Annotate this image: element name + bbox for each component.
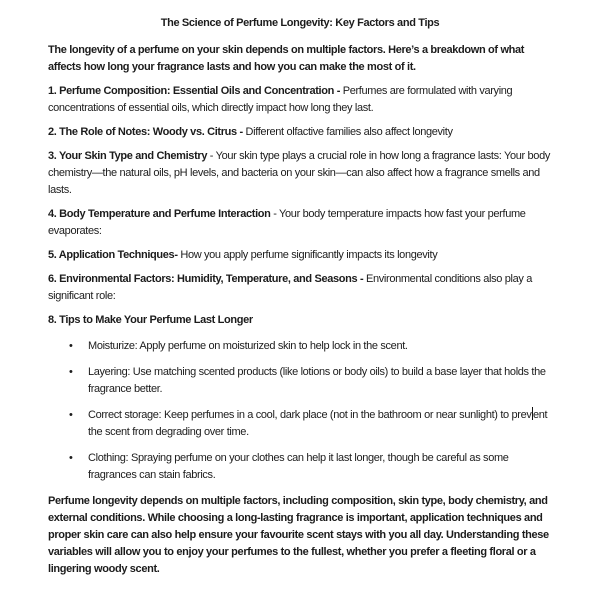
section-body-5: How you apply perfume significantly impacts its longevity	[177, 249, 438, 261]
tips-list	[48, 338, 552, 484]
section-heading-1: 1. Perfume Composition: Essential Oils and Concentration -	[48, 85, 341, 97]
list-item-storage[interactable]	[48, 407, 552, 441]
tip-text: Moisturize: Apply perfume on moisturized skin to help lock in the scent.	[88, 340, 408, 352]
list-item-layering[interactable]	[48, 364, 552, 398]
section-body-3: - Your skin type plays a crucial role in how long a fragrance lasts: Your body chemistry—the natural oils, pH levels, and bacteria on your skin—can also affect how a fragrance smells and lasts.	[48, 150, 550, 196]
list-item-clothing[interactable]	[48, 450, 552, 484]
section-heading-2: 2. The Role of Notes: Woody vs. Citrus -	[48, 126, 243, 138]
section-heading-3: 3. Your Skin Type and Chemistry	[48, 150, 208, 162]
document-title[interactable]: The Science of Perfume Longevity: Key Factors and Tips	[160, 17, 440, 29]
bullet-icon: •	[69, 340, 73, 352]
bullet-icon: •	[69, 366, 73, 378]
conclusion-paragraph[interactable]: Perfume longevity depends on multiple factors, including composition, skin type, body chemistry, and external conditions. While choosing a long-lasting fragrance is important, application techniques and proper skin care can also help ensure your favourite scent stays with you all day. Understanding these variables will allow you to enjoy your perfumes to the fullest, whether you prefer a fleeting floral or a lingering woody scent.	[48, 495, 549, 575]
section-paragraph-6[interactable]	[48, 271, 552, 305]
tip-text: Clothing: Spraying perfume on your clothes can help it last longer, though be careful as some fragrances can stain fabrics.	[88, 452, 509, 481]
section-body-1: Perfumes are formulated with varying concentrations of essential oils, which directly impact how long they last.	[48, 85, 513, 114]
section-paragraph-2[interactable]	[48, 124, 552, 141]
tips-heading[interactable]: 8. Tips to Make Your Perfume Last Longer	[48, 314, 253, 326]
bullet-icon: •	[69, 452, 73, 464]
section-body-2: Different olfactive families also affect longevity	[242, 126, 453, 138]
tip-text-before-caret: Correct storage: Keep perfumes in a cool, dark place (not in the bathroom or near sunlight) to prev	[88, 409, 532, 421]
section-body-4: - Your body temperature impacts how fast your perfume evaporates:	[48, 208, 526, 237]
bullet-icon: •	[69, 409, 73, 421]
tip-text-after-caret: ent the scent from degrading over time.	[88, 409, 548, 438]
section-paragraph-3[interactable]	[48, 148, 552, 199]
section-paragraph-4[interactable]	[48, 206, 552, 240]
section-body-6: Environmental conditions also play a significant role:	[48, 273, 532, 302]
section-paragraph-5[interactable]	[48, 247, 552, 264]
section-heading-6: 6. Environmental Factors: Humidity, Temperature, and Seasons -	[48, 273, 364, 285]
list-item-moisturize[interactable]	[48, 338, 552, 355]
intro-paragraph[interactable]: The longevity of a perfume on your skin depends on multiple factors. Here’s a breakdown of what affects how long your fragrance lasts and how you can make the most of it.	[48, 44, 525, 73]
section-heading-4: 4. Body Temperature and Perfume Interaction	[48, 208, 271, 220]
tip-text: Layering: Use matching scented products (like lotions or body oils) to build a base layer that holds the fragrance better.	[88, 366, 546, 395]
section-paragraph-1[interactable]	[48, 83, 552, 117]
section-heading-5: 5. Application Techniques-	[48, 249, 178, 261]
